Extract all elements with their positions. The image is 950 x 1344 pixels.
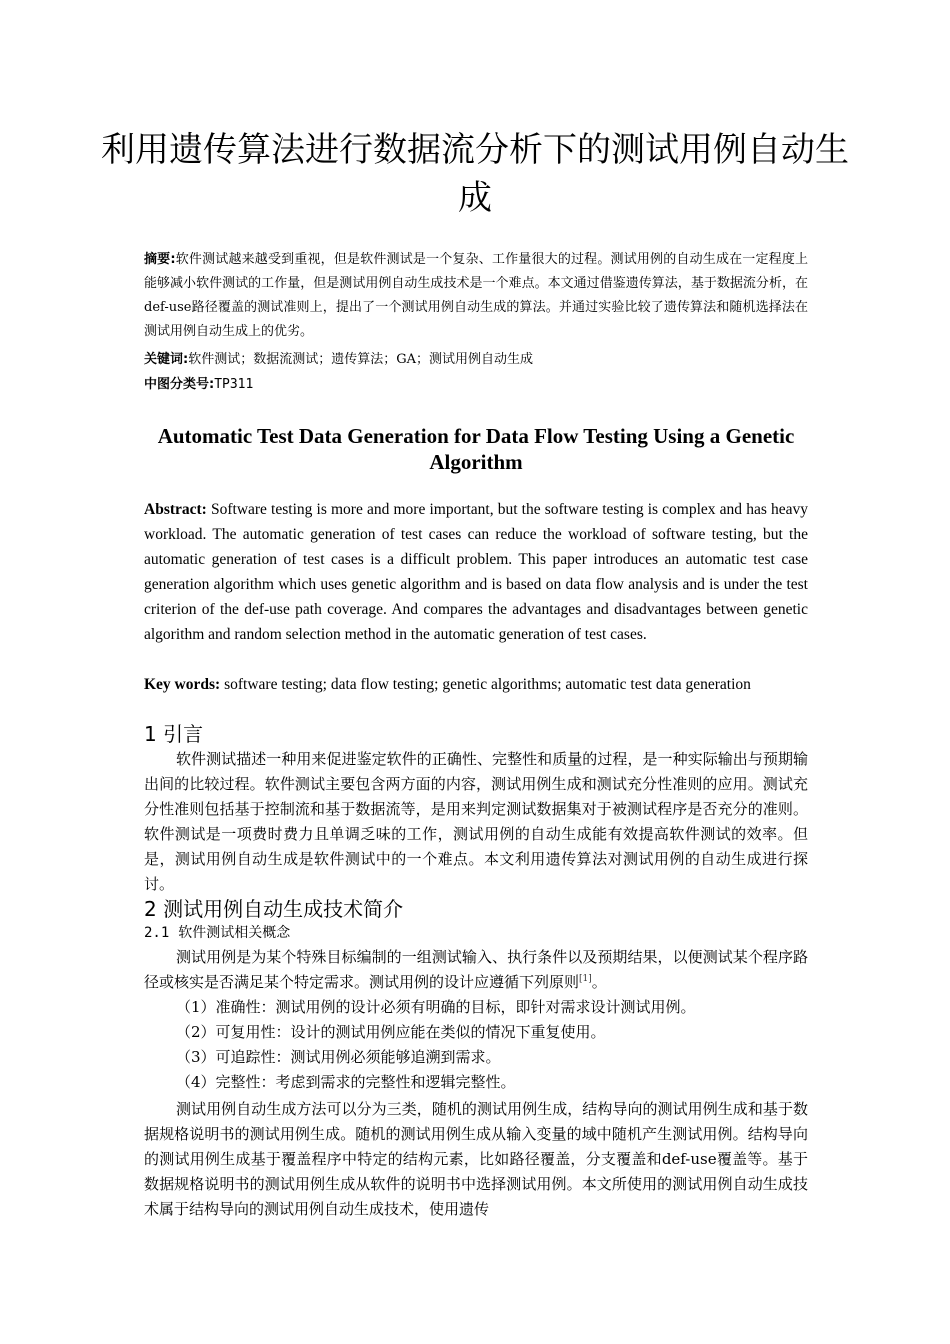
citation-1[interactable]: [1] — [579, 974, 592, 984]
p1-text: 测试用例是为某个特殊目标编制的一组测试输入、执行条件以及预期结果，以便测试某个程序路径或核实是否满足某个特定需求。测试用例的设计应遵循下列原则 — [144, 948, 808, 991]
keywords-en-label: Key words: — [144, 676, 221, 693]
principles-list — [176, 995, 808, 1095]
p1-end: 。 — [591, 973, 607, 991]
clc-value: TP311 — [214, 377, 254, 392]
section-1-paragraph: 软件测试描述一种用来促进鉴定软件的正确性、完整性和质量的过程，是一种实际输出与预期输出间的比较过程。软件测试主要包含两方面的内容，测试用例生成和测试充分性准则的应用。测试充分性准则包括基于控制流和基于数据流等，是用来判定测试数据集对于被测试程序是否充分的准则。软件测试是一项费时费力且单调乏味的工作，测试用例的自动生成能有效提高软件测试的效率。但是，测试用例自动生成是软件测试中的一个难点。本文利用遗传算法对测试用例的自动生成进行探讨。 — [144, 750, 808, 893]
abstract-cn-label: 摘要: — [144, 252, 176, 267]
abstract-en — [144, 497, 808, 647]
keywords-cn — [144, 348, 808, 372]
subsection-number: 2.1 — [144, 925, 170, 941]
section-2-paragraph-1 — [144, 945, 808, 995]
keywords-en-text: software testing; data flow testing; genetic algorithms; automatic test data generation — [220, 676, 751, 693]
clc-number — [144, 373, 808, 397]
subsection-title: 软件测试相关概念 — [178, 925, 291, 941]
section-2-heading: 2 测试用例自动生成技术简介 — [144, 897, 404, 921]
list-item: （3）可追踪性：测试用例必须能够追溯到需求。 — [176, 1048, 501, 1066]
section-1-heading: 1 引言 — [144, 722, 204, 746]
abstract-cn-text: 软件测试越来越受到重视，但是软件测试是一个复杂、工作量很大的过程。测试用例的自动生成在一定程度上能够减小软件测试的工作量，但是测试用例自动生成技术是一个难点。本文通过借鉴遗传算法，基于数据流分析，在def-use路径覆盖的测试准则上，提出了一个测试用例自动生成的算法。并通过实验比较了遗传算法和随机选择法在测试用例自动生成上的优劣。 — [144, 252, 808, 339]
keywords-cn-label: 关键词: — [144, 352, 189, 367]
abstract-en-label: Abstract: — [144, 501, 207, 518]
keywords-cn-text: 软件测试；数据流测试；遗传算法；GA；测试用例自动生成 — [188, 352, 533, 367]
paper-title-cn: 利用遗传算法进行数据流分析下的测试用例自动生成 — [101, 130, 849, 218]
subsection-2-1-heading — [144, 922, 808, 944]
keywords-en — [144, 672, 808, 697]
list-item: （2）可复用性：设计的测试用例应能在类似的情况下重复使用。 — [176, 1023, 606, 1041]
list-item: （4）完整性：考虑到需求的完整性和逻辑完整性。 — [176, 1073, 516, 1091]
section-2-paragraph-2: 测试用例自动生成方法可以分为三类，随机的测试用例生成，结构导向的测试用例生成和基于数据规格说明书的测试用例生成。随机的测试用例生成从输入变量的域中随机产生测试用例。结构导向的测试用例生成基于覆盖程序中特定的结构元素，比如路径覆盖，分支覆盖和def-use覆盖等。基于数据规格说明书的测试用例生成从软件的说明书中选择测试用例。本文所使用的测试用例自动生成技术属于结构导向的测试用例自动生成技术，使用遗传 — [144, 1100, 808, 1218]
abstract-en-text: Software testing is more and more important, but the software testing is complex and has heavy workload. The automatic generation of test cases can reduce the workload of software testing, but the automatic generation of test cases is a difficult problem. This paper introduces an automatic test case generation algorithm which uses genetic algorithm and is based on data flow analysis and is under the test criterion of the def-use path coverage. And compares the advantages and disadvantages between genetic algorithm and random selection method in the automatic generation of test cases. — [144, 501, 808, 643]
paper-title-en: Automatic Test Data Generation for Data Flow Testing Using a Genetic Algorithm — [157, 424, 795, 474]
list-item: （1）准确性：测试用例的设计必须有明确的目标，即针对需求设计测试用例。 — [176, 998, 696, 1016]
clc-label: 中图分类号: — [144, 377, 215, 392]
abstract-cn — [144, 248, 808, 344]
